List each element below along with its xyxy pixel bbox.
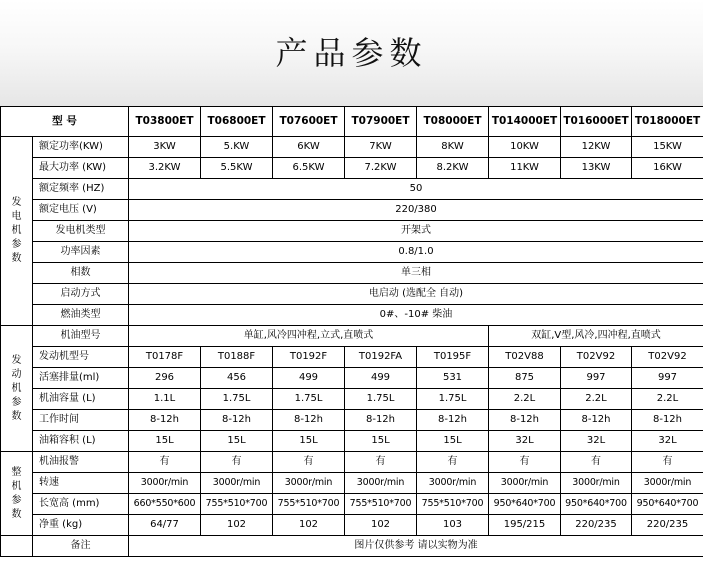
spec-row: [1, 221, 703, 242]
model-header: T06800ET: [201, 107, 273, 137]
value-cell: 3000r/min: [345, 473, 417, 494]
spec-row: [1, 326, 703, 347]
row-label: 机油容量 (L): [33, 389, 129, 410]
value-cell: 3KW: [129, 137, 201, 158]
value-cell: T0192FA: [345, 347, 417, 368]
value-cell: 0.8/1.0: [129, 242, 703, 263]
value-cell: 8KW: [417, 137, 489, 158]
value-cell: 15L: [345, 431, 417, 452]
spec-row: [1, 305, 703, 326]
value-cell: 0#、-10# 柴油: [129, 305, 703, 326]
title-banner: [0, 0, 703, 106]
row-label: 转速: [33, 473, 129, 494]
spec-row: [1, 200, 703, 221]
value-cell: 1.75L: [273, 389, 345, 410]
spec-row: [1, 389, 703, 410]
value-cell: 950*640*700: [632, 494, 703, 515]
row-label: 最大功率 (KW): [33, 158, 129, 179]
value-cell: 单三相: [129, 263, 703, 284]
section-label-text: 发电机参数: [11, 197, 22, 264]
row-label: 机油型号: [33, 326, 129, 347]
spec-row: [1, 368, 703, 389]
value-cell: 2.2L: [489, 389, 561, 410]
value-cell: T0192F: [273, 347, 345, 368]
section-label: [1, 326, 33, 452]
row-label: 额定功率(KW): [33, 137, 129, 158]
value-cell: 有: [489, 452, 561, 473]
value-cell: 15L: [129, 431, 201, 452]
spec-row: [1, 179, 703, 200]
value-cell: 499: [345, 368, 417, 389]
spec-row: [1, 347, 703, 368]
value-cell: 875: [489, 368, 561, 389]
value-cell: 1.1L: [129, 389, 201, 410]
model-header: T03800ET: [129, 107, 201, 137]
value-cell: 有: [632, 452, 703, 473]
value-cell: 64/77: [129, 515, 201, 536]
value-cell: 15KW: [632, 137, 703, 158]
value-cell: 755*510*700: [345, 494, 417, 515]
value-cell: 3000r/min: [489, 473, 561, 494]
value-cell: 8-12h: [489, 410, 561, 431]
section-label: [1, 452, 33, 536]
value-cell: 103: [417, 515, 489, 536]
value-cell: 102: [201, 515, 273, 536]
value-cell: T0195F: [417, 347, 489, 368]
spec-row: [1, 452, 703, 473]
row-label: 长宽高 (mm): [33, 494, 129, 515]
value-cell: 有: [129, 452, 201, 473]
value-cell: 2.2L: [561, 389, 632, 410]
row-label: 工作时间: [33, 410, 129, 431]
value-cell: 32L: [489, 431, 561, 452]
section-label: [1, 137, 33, 326]
model-header: T07900ET: [345, 107, 417, 137]
value-cell: 195/215: [489, 515, 561, 536]
header-row: [1, 107, 703, 137]
value-cell: 6.5KW: [273, 158, 345, 179]
value-cell: T02V88: [489, 347, 561, 368]
value-cell: 电启动 (选配全 自动): [129, 284, 703, 305]
value-cell: 15L: [273, 431, 345, 452]
value-cell: 有: [273, 452, 345, 473]
row-label: 机油报警: [33, 452, 129, 473]
value-cell: T02V92: [561, 347, 632, 368]
value-cell: 755*510*700: [201, 494, 273, 515]
value-cell: 12KW: [561, 137, 632, 158]
value-cell: 50: [129, 179, 703, 200]
spec-row: [1, 431, 703, 452]
value-cell: 5.5KW: [201, 158, 273, 179]
value-cell: T0178F: [129, 347, 201, 368]
value-cell: 有: [561, 452, 632, 473]
value-cell: 7KW: [345, 137, 417, 158]
model-header: T07600ET: [273, 107, 345, 137]
spec-row: [1, 263, 703, 284]
value-cell: 8-12h: [201, 410, 273, 431]
value-cell: 8-12h: [632, 410, 703, 431]
section-label-text: 发动机参数: [11, 354, 22, 422]
value-cell: 499: [273, 368, 345, 389]
value-cell: 5.KW: [201, 137, 273, 158]
value-cell: 1.75L: [345, 389, 417, 410]
value-cell: 220/380: [129, 200, 703, 221]
value-cell: 有: [201, 452, 273, 473]
spec-row: [1, 137, 703, 158]
value-cell: 3.2KW: [129, 158, 201, 179]
model-header: T014000ET: [489, 107, 561, 137]
row-label: 油箱容积 (L): [33, 431, 129, 452]
value-cell: 3000r/min: [129, 473, 201, 494]
value-cell: 8-12h: [417, 410, 489, 431]
value-cell: 32L: [632, 431, 703, 452]
value-cell: 8-12h: [561, 410, 632, 431]
spec-row: [1, 242, 703, 263]
remarks-value: 图片仅供参考 请以实物为准: [129, 536, 703, 557]
value-cell: 1.75L: [417, 389, 489, 410]
value-cell: T02V92: [632, 347, 703, 368]
value-cell: 755*510*700: [273, 494, 345, 515]
value-cell: 8-12h: [273, 410, 345, 431]
value-cell: 1.75L: [201, 389, 273, 410]
row-label: 发电机类型: [33, 221, 129, 242]
value-cell: 950*640*700: [561, 494, 632, 515]
value-cell: 8.2KW: [417, 158, 489, 179]
row-label: 燃油类型: [33, 305, 129, 326]
value-cell: 16KW: [632, 158, 703, 179]
model-header: T08000ET: [417, 107, 489, 137]
value-cell: 755*510*700: [417, 494, 489, 515]
row-label: 备注: [33, 536, 129, 557]
value-cell: 开架式: [129, 221, 703, 242]
value-cell: 3000r/min: [632, 473, 703, 494]
value-cell: 296: [129, 368, 201, 389]
value-cell: 3000r/min: [561, 473, 632, 494]
section-label-text: 整机参数: [11, 466, 22, 520]
page-title: 产品参数: [275, 34, 428, 72]
value-cell: 3000r/min: [417, 473, 489, 494]
value-cell: 7.2KW: [345, 158, 417, 179]
value-cell: 220/235: [561, 515, 632, 536]
value-cell: 双缸,V型,风冷,四冲程,直喷式: [489, 326, 703, 347]
row-label: 额定电压 (V): [33, 200, 129, 221]
value-cell: 3000r/min: [273, 473, 345, 494]
value-cell: 有: [345, 452, 417, 473]
row-label: 额定频率 (HZ): [33, 179, 129, 200]
value-cell: 102: [273, 515, 345, 536]
spec-row: [1, 284, 703, 305]
value-cell: 220/235: [632, 515, 703, 536]
value-cell: 456: [201, 368, 273, 389]
value-cell: 950*640*700: [489, 494, 561, 515]
spec-row: [1, 515, 703, 536]
value-cell: 997: [632, 368, 703, 389]
value-cell: 2.2L: [632, 389, 703, 410]
model-header: 型 号: [1, 107, 129, 137]
value-cell: 有: [417, 452, 489, 473]
value-cell: 13KW: [561, 158, 632, 179]
value-cell: 102: [345, 515, 417, 536]
spec-row: [1, 494, 703, 515]
row-label: 发动机型号: [33, 347, 129, 368]
value-cell: 15L: [201, 431, 273, 452]
row-label: 净重 (kg): [33, 515, 129, 536]
row-label: 相数: [33, 263, 129, 284]
model-header: T016000ET: [561, 107, 632, 137]
value-cell: 531: [417, 368, 489, 389]
value-cell: 6KW: [273, 137, 345, 158]
spec-table: [0, 106, 703, 557]
value-cell: 997: [561, 368, 632, 389]
row-label: 活塞排量(ml): [33, 368, 129, 389]
value-cell: 8-12h: [345, 410, 417, 431]
spec-row: [1, 473, 703, 494]
value-cell: 10KW: [489, 137, 561, 158]
value-cell: T0188F: [201, 347, 273, 368]
value-cell: 11KW: [489, 158, 561, 179]
row-label: 启动方式: [33, 284, 129, 305]
value-cell: 15L: [417, 431, 489, 452]
spec-row: [1, 410, 703, 431]
value-cell: 660*550*600: [129, 494, 201, 515]
value-cell: 32L: [561, 431, 632, 452]
section-label: [1, 536, 33, 557]
value-cell: 单缸,风冷四冲程,立式,直喷式: [129, 326, 489, 347]
value-cell: 3000r/min: [201, 473, 273, 494]
remarks-row: [1, 536, 703, 557]
model-header: T018000ET: [632, 107, 703, 137]
spec-row: [1, 158, 703, 179]
row-label: 功率因素: [33, 242, 129, 263]
value-cell: 8-12h: [129, 410, 201, 431]
